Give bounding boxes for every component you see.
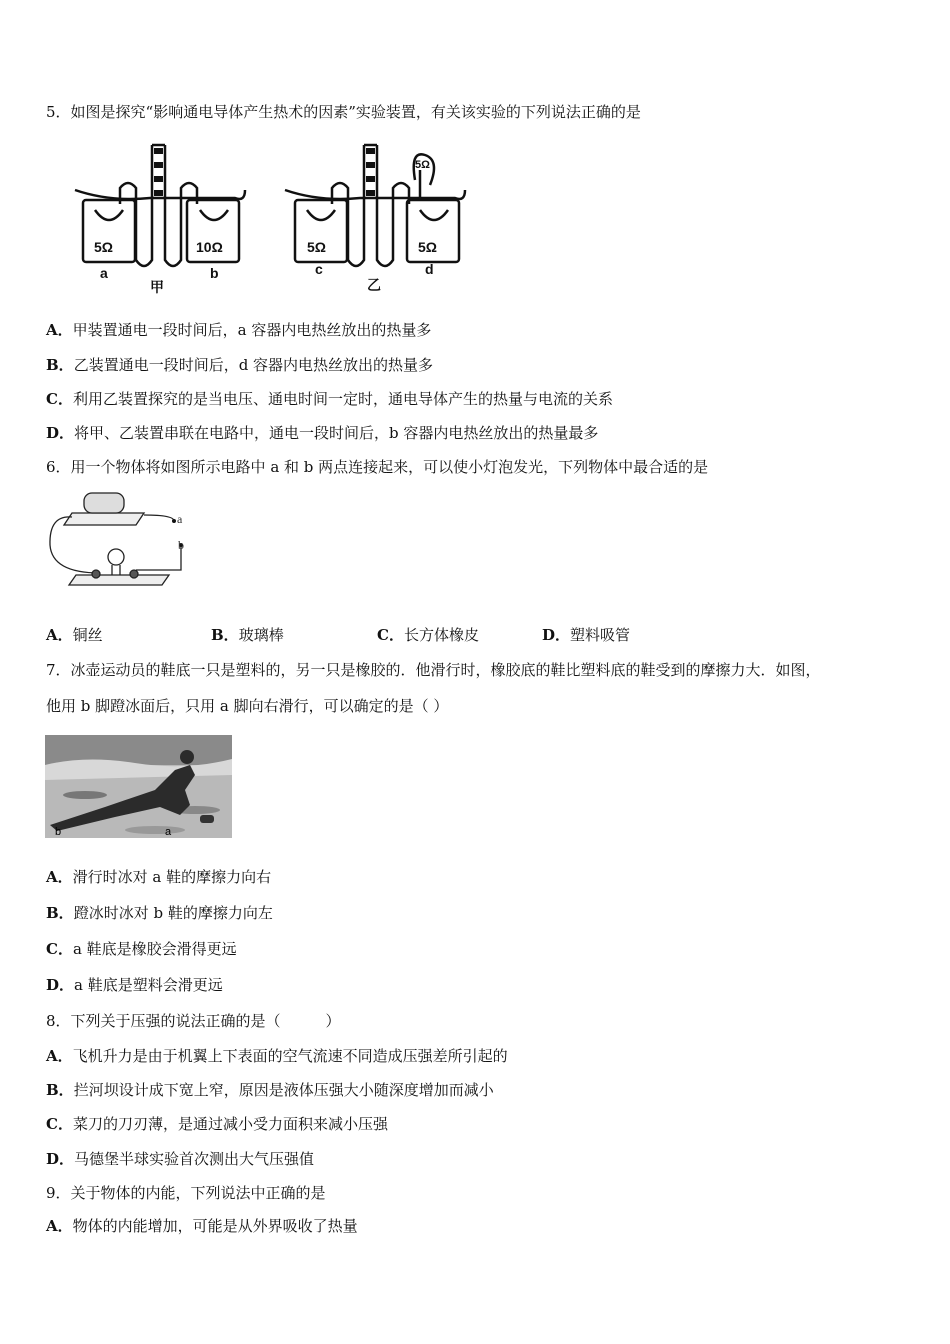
q6-option-c: C．长方体橡皮 (377, 626, 479, 644)
q5-label-a: a (100, 265, 108, 281)
q5-option-d: D．将甲、乙装置串联在电路中，通电一段时间后，b 容器内电热丝放出的热量最多 (46, 424, 599, 442)
q7-option-d: D．a 鞋底是塑料会滑更远 (46, 976, 223, 994)
q7-label-b: b (55, 826, 62, 838)
q6-label-a: a (177, 512, 183, 526)
q7-label-a: a (165, 826, 172, 838)
q8-option-c: C．菜刀的刀刃薄，是通过减小受力面积来减小压强 (46, 1115, 388, 1133)
q9-option-a: A．物体的内能增加，可能是从外界吸收了热量 (46, 1217, 358, 1235)
q5-option-b: B．乙装置通电一段时间后，d 容器内电热丝放出的热量多 (46, 356, 434, 374)
q7-stem-line1: 7．冰壶运动员的鞋底一只是塑料的，另一只是橡胶的．他滑行时，橡胶底的鞋比塑料底的鞋受到的摩擦力大．如图， (46, 661, 821, 679)
q5-right-r1-label: 5Ω (307, 239, 327, 255)
q8-stem: 8．下列关于压强的说法正确的是（ ） (46, 1012, 341, 1030)
q5-caption-right: 乙 (367, 277, 381, 293)
q5-figure (70, 140, 480, 300)
q5-caption-left: 甲 (150, 279, 164, 295)
q5-stem: 5．如图是探究“影响通电导体产生热术的因素”实验装置，有关该实验的下列说法正确的是 (46, 103, 641, 121)
q9-stem: 9．关于物体的内能，下列说法中正确的是 (46, 1184, 326, 1202)
q7-option-b: B．蹬冰时冰对 b 鞋的摩擦力向左 (46, 904, 273, 922)
q8-option-d: D．马德堡半球实验首次测出大气压强值 (46, 1150, 315, 1168)
q5-left-r2-label: 10Ω (196, 239, 223, 255)
q5-option-a: A．甲装置通电一段时间后，a 容器内电热丝放出的热量多 (46, 321, 432, 339)
q6-stem: 6．用一个物体将如图所示电路中 a 和 b 两点连接起来，可以使小灯泡发光，下列物体中最合适的是 (46, 458, 709, 476)
q5-option-c: C．利用乙装置探究的是当电压、通电时间一定时，通电导体产生的热量与电流的关系 (46, 390, 613, 408)
q7-curling-photo (45, 735, 232, 838)
q6-option-d: D．塑料吸管 (542, 626, 631, 644)
q5-left-r1-label: 5Ω (94, 239, 114, 255)
q5-right-r2-label: 5Ω (418, 239, 438, 255)
q7-option-c: C．a 鞋底是橡胶会滑得更远 (46, 940, 237, 958)
q7-option-a: A．滑行时冰对 a 鞋的摩擦力向右 (46, 868, 272, 886)
q6-label-b: b (178, 538, 184, 552)
q5-label-c: c (315, 261, 323, 277)
q5-right-r3-label: 5Ω (415, 159, 430, 171)
q5-label-b: b (210, 265, 219, 281)
q6-option-b: B．玻璃棒 (211, 626, 284, 644)
q8-option-b: B．拦河坝设计成下宽上窄，原因是液体压强大小随深度增加而减小 (46, 1081, 494, 1099)
q8-option-a: A．飞机升力是由于机翼上下表面的空气流速不同造成压强差所引起的 (46, 1047, 508, 1065)
q6-option-a: A．铜丝 (46, 626, 103, 644)
q7-stem-line2: 他用 b 脚蹬冰面后，只用 a 脚向右滑行，可以确定的是（ ） (46, 697, 449, 715)
q5-label-d: d (425, 261, 434, 277)
q6-circuit-figure (44, 485, 214, 595)
